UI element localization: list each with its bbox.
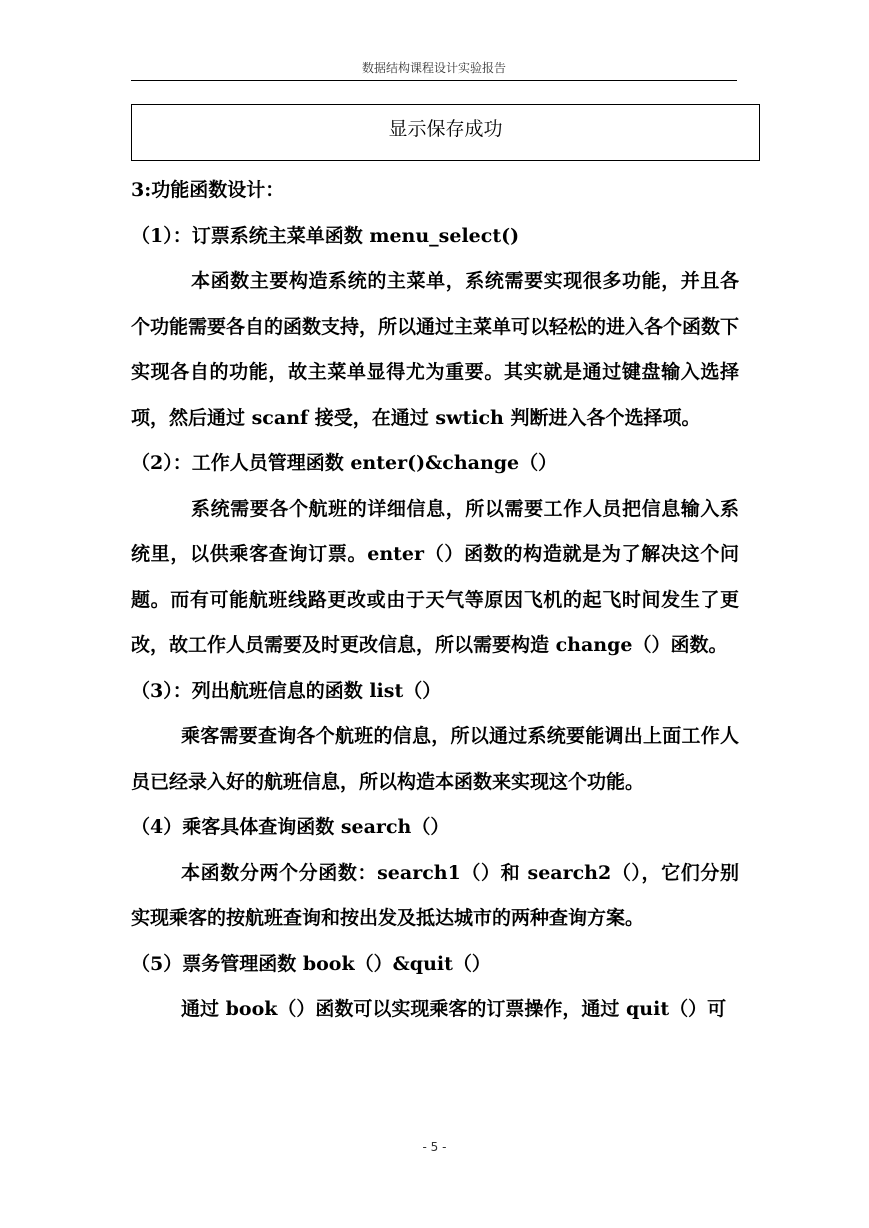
item4-body: 本函数分两个分函数：search1（）和 search2（），它们分别实现乘客的按航班查询和按出发及抵达城市的两种查询方案。 (131, 861, 739, 929)
page-number: - 5 - (422, 1140, 447, 1154)
item3-heading: （3）：列出航班信息的函数 list（） (131, 679, 442, 702)
item4-heading: （4）乘客具体查询函数 search（） (131, 816, 450, 838)
item5-heading: （5）票务管理函数 book（）&quit（） (131, 952, 491, 975)
document-body (131, 168, 739, 1033)
item2-body: 系统需要各个航班的详细信息，所以需要工作人员把信息输入系统里，以供乘客查询订票。enter（）函数的构造就是为了解决这个问题。而有可能航班线路更改或由于天气等原因飞机的起飞时间发生了更改，故工作人员需要及时更改信息，所以需要构造 change（）函数。 (131, 497, 739, 656)
header-rule (131, 80, 737, 81)
item3-body: 乘客需要查询各个航班的信息，所以通过系统要能调出上面工作人员已经录入好的航班信息，所以构造本函数来实现这个功能。 (131, 725, 739, 793)
item1-heading: （1）：订票系统主菜单函数 menu_select() (131, 224, 520, 247)
notice-box: 显示保存成功 (131, 104, 760, 161)
item2-heading: （2）：工作人员管理函数 enter()&change（） (131, 452, 558, 474)
page-header: 数据结构课程设计实验报告 (361, 61, 506, 75)
section-title: 3:功能函数设计： (131, 179, 285, 201)
item1-body: 本函数主要构造系统的主菜单，系统需要实现很多功能，并且各个功能需要各自的函数支持，所以通过主菜单可以轻松的进入各个函数下实现各自的功能，故主菜单显得尤为重要。其实就是通过键盘输入选择项，然后通过 scanf 接受，在通过 swtich 判断进入各个选择项。 (131, 270, 740, 429)
item5-body: 通过 book（）函数可以实现乘客的订票操作，通过 quit（）可 (181, 998, 727, 1020)
